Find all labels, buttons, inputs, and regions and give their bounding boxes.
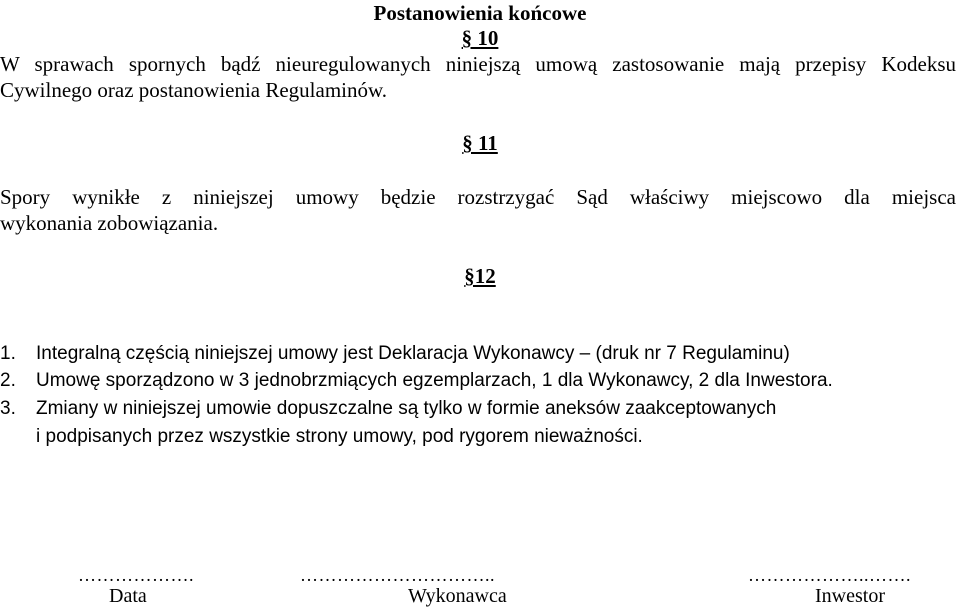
section-10-label: § 10 bbox=[461, 26, 499, 50]
list-item-text: Umowę sporządzono w 3 jednobrzmiących egzemplarzach, 1 dla Wykonawcy, 2 dla Inwestora. bbox=[36, 370, 833, 391]
signature-line-inwestor: ………………..……. bbox=[748, 565, 911, 585]
section-10-line-2: Cywilnego oraz postanowienia Regulaminów. bbox=[0, 78, 388, 102]
list-item-number: 1. bbox=[0, 343, 16, 364]
list-item-3 bbox=[0, 395, 776, 422]
list-item-text: Integralną częścią niniejszej umowy jest Deklaracja Wykonawcy – (druk nr 7 Regulaminu) bbox=[36, 343, 790, 364]
list-item-3-continuation: i podpisanych przez wszystkie strony umowy, pod rygorem nieważności. bbox=[36, 426, 643, 447]
signature-line-wykonawca: ………………………….. bbox=[300, 565, 495, 585]
document-heading: Postanowienia końcowe bbox=[373, 1, 587, 25]
section-10-mark bbox=[0, 25, 960, 51]
list-item-number: 3. bbox=[0, 398, 16, 419]
list-item-1 bbox=[0, 340, 790, 367]
section-11-line-1: Spory wynikłe z niniejszej umowy będzie rozstrzygać Sąd właściwy miejscowo dla miejsca bbox=[0, 185, 956, 209]
section-11-label: § 11 bbox=[462, 131, 498, 155]
signature-label-wykonawca: Wykonawca bbox=[408, 585, 507, 607]
section-12-mark bbox=[0, 263, 960, 289]
signature-label-data: Data bbox=[109, 585, 147, 607]
section-10-line-1: W sprawach spornych bądź nieuregulowanych niniejszą umową zastosowanie mają przepisy Kodeksu bbox=[0, 52, 956, 76]
section-11-line-2: wykonania zobowiązania. bbox=[0, 211, 219, 235]
signature-line-data: ………………. bbox=[78, 565, 194, 585]
section-11-mark bbox=[0, 130, 960, 156]
list-item-2 bbox=[0, 367, 833, 394]
section-12-list bbox=[0, 340, 960, 460]
signature-label-inwestor: Inwestor bbox=[815, 585, 885, 607]
list-item-text: Zmiany w niniejszej umowie dopuszczalne są tylko w formie aneksów zaakceptowanych bbox=[36, 398, 777, 419]
section-12-label: §12 bbox=[464, 264, 496, 288]
list-item-number: 2. bbox=[0, 370, 16, 391]
